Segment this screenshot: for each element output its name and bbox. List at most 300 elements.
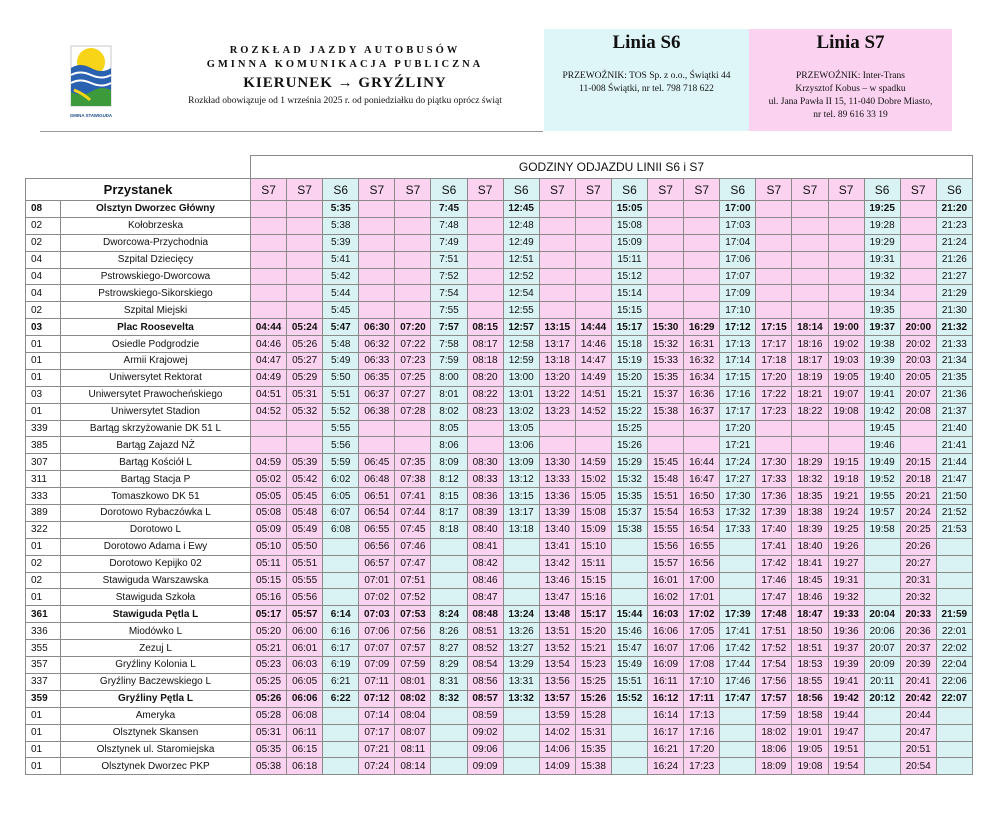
departure-time: 19:33 (828, 606, 864, 623)
departure-time: 20:07 (900, 386, 936, 403)
departure-time: 05:48 (287, 505, 323, 522)
departure-time: 17:39 (720, 606, 756, 623)
departure-time: 6:21 (323, 673, 359, 690)
departure-time: 17:47 (720, 690, 756, 707)
departure-time: 16:14 (648, 707, 684, 724)
stop-code: 02 (26, 234, 61, 251)
line-column-header: S7 (756, 179, 792, 201)
stop-code: 307 (26, 454, 61, 471)
departure-time (467, 437, 503, 454)
departure-time (684, 234, 720, 251)
departure-time: 5:39 (323, 234, 359, 251)
departure-time: 20:39 (900, 657, 936, 674)
departure-time (503, 758, 539, 775)
departure-time: 07:38 (395, 471, 431, 488)
stop-name: Tomaszkowo DK 51 (61, 488, 251, 505)
departure-time: 20:42 (900, 690, 936, 707)
departure-time: 15:35 (611, 488, 647, 505)
departure-time: 17:23 (756, 403, 792, 420)
table-row (26, 606, 973, 623)
departure-time: 5:42 (323, 268, 359, 285)
departure-time: 19:27 (828, 555, 864, 572)
departure-time: 7:54 (431, 285, 467, 302)
departure-time: 15:18 (611, 336, 647, 353)
departure-time (684, 285, 720, 302)
departure-time: 19:41 (864, 386, 900, 403)
stop-name: Stawiguda Szkoła (61, 589, 251, 606)
departure-time: 5:48 (323, 336, 359, 353)
departure-time: 8:24 (431, 606, 467, 623)
departure-time: 17:27 (720, 471, 756, 488)
departure-time (395, 268, 431, 285)
departure-time (395, 437, 431, 454)
departures-header: GODZINY ODJAZDU LINII S6 i S7 (251, 156, 973, 179)
departure-time: 05:45 (287, 488, 323, 505)
departure-time: 14:06 (539, 741, 575, 758)
departure-time (323, 758, 359, 775)
departure-time: 14:47 (575, 353, 611, 370)
departure-time: 17:09 (720, 285, 756, 302)
stop-name: Gryźliny Pętla L (61, 690, 251, 707)
departure-time: 15:08 (611, 217, 647, 234)
departure-time: 05:05 (251, 488, 287, 505)
departure-time: 06:15 (287, 741, 323, 758)
departure-time: 19:25 (828, 521, 864, 538)
departure-time (864, 589, 900, 606)
table-row (26, 386, 973, 403)
departure-time: 06:38 (359, 403, 395, 420)
departure-time: 08:48 (467, 606, 503, 623)
departure-time: 16:29 (684, 319, 720, 336)
table-row (26, 353, 973, 370)
departure-time: 05:39 (287, 454, 323, 471)
departure-time: 08:39 (467, 505, 503, 522)
departure-time: 22:02 (936, 640, 972, 657)
departure-time: 07:22 (395, 336, 431, 353)
departure-time: 05:20 (251, 623, 287, 640)
departure-time: 14:59 (575, 454, 611, 471)
header-title-line2: GMINNA KOMUNIKACJA PUBLICZNA (206, 59, 484, 70)
departure-time: 06:18 (287, 758, 323, 775)
departure-time: 04:47 (251, 353, 287, 370)
departure-time (503, 724, 539, 741)
departure-time: 06:56 (359, 538, 395, 555)
departure-time: 19:18 (828, 471, 864, 488)
departure-time (611, 572, 647, 589)
departure-time (756, 234, 792, 251)
departure-time: 17:54 (756, 657, 792, 674)
departure-time: 08:57 (467, 690, 503, 707)
departure-time (287, 251, 323, 268)
departure-time: 22:07 (936, 690, 972, 707)
departure-time: 16:12 (648, 690, 684, 707)
departure-time: 05:42 (287, 471, 323, 488)
departure-time: 20:04 (864, 606, 900, 623)
departure-time: 04:44 (251, 319, 287, 336)
departure-time (611, 741, 647, 758)
departure-time: 19:08 (828, 403, 864, 420)
departure-time: 19:41 (828, 673, 864, 690)
departure-time: 09:02 (467, 724, 503, 741)
departure-time: 8:32 (431, 690, 467, 707)
departure-time: 16:54 (684, 521, 720, 538)
departure-time: 06:03 (287, 657, 323, 674)
table-row (26, 369, 973, 386)
departure-time: 08:15 (467, 319, 503, 336)
stop-name: Bartąg Stacja P (61, 471, 251, 488)
departure-time: 6:22 (323, 690, 359, 707)
departure-time: 19:37 (864, 319, 900, 336)
departure-time (323, 555, 359, 572)
departure-time: 5:55 (323, 420, 359, 437)
departure-time: 18:22 (792, 403, 828, 420)
departure-time: 18:32 (792, 471, 828, 488)
departure-time: 8:01 (431, 386, 467, 403)
departure-time: 06:37 (359, 386, 395, 403)
departure-time: 19:31 (864, 251, 900, 268)
departure-time: 04:49 (251, 369, 287, 386)
departure-time: 18:51 (792, 640, 828, 657)
stop-code: 02 (26, 217, 61, 234)
departure-time (359, 251, 395, 268)
departure-time: 6:05 (323, 488, 359, 505)
departure-time (467, 251, 503, 268)
departure-time (864, 724, 900, 741)
departure-time: 13:05 (503, 420, 539, 437)
departure-time: 15:28 (575, 707, 611, 724)
departure-time: 21:41 (936, 437, 972, 454)
departure-time (684, 201, 720, 218)
departure-time: 08:46 (467, 572, 503, 589)
departure-time: 21:44 (936, 454, 972, 471)
departure-time: 18:06 (756, 741, 792, 758)
departure-time (720, 724, 756, 741)
departure-time (828, 285, 864, 302)
departure-time (684, 420, 720, 437)
departure-time (720, 555, 756, 572)
departure-time: 16:06 (648, 623, 684, 640)
departure-time: 07:23 (395, 353, 431, 370)
table-row (26, 505, 973, 522)
line-s7-title: Linia S7 (816, 32, 885, 53)
departure-time: 8:06 (431, 437, 467, 454)
departure-time: 16:53 (684, 505, 720, 522)
departure-time: 04:52 (251, 403, 287, 420)
departure-time: 21:36 (936, 386, 972, 403)
departure-time: 5:35 (323, 201, 359, 218)
departure-time (864, 572, 900, 589)
departure-time: 17:03 (720, 217, 756, 234)
departure-time (431, 555, 467, 572)
departure-time: 8:02 (431, 403, 467, 420)
stop-name: Uniwersytet Prawocheńskiego (61, 386, 251, 403)
departure-time: 06:35 (359, 369, 395, 386)
departure-time: 06:08 (287, 707, 323, 724)
departure-time: 15:37 (648, 386, 684, 403)
departure-time: 8:27 (431, 640, 467, 657)
departure-time: 17:17 (720, 403, 756, 420)
departure-time (900, 251, 936, 268)
table-row (26, 758, 973, 775)
stop-code: 01 (26, 403, 61, 420)
departure-time: 8:31 (431, 673, 467, 690)
departure-time: 08:17 (467, 336, 503, 353)
departure-time: 19:46 (864, 437, 900, 454)
departure-time: 15:16 (575, 589, 611, 606)
line-column-header: S7 (251, 179, 287, 201)
departure-time (539, 437, 575, 454)
departure-time: 18:45 (792, 572, 828, 589)
departure-time (251, 437, 287, 454)
line-column-header: S6 (503, 179, 539, 201)
departure-time: 07:14 (359, 707, 395, 724)
stop-name: Armii Krajowej (61, 353, 251, 370)
departure-time: 17:41 (756, 538, 792, 555)
departure-time: 16:55 (684, 538, 720, 555)
departure-time: 07:52 (395, 589, 431, 606)
departure-time (611, 538, 647, 555)
stop-code: 01 (26, 589, 61, 606)
departure-time (611, 555, 647, 572)
departure-time (720, 741, 756, 758)
departure-time: 17:06 (684, 640, 720, 657)
departure-time: 15:23 (575, 657, 611, 674)
logo-text: GMINA STAWIGUDA (69, 113, 113, 118)
departure-time: 5:51 (323, 386, 359, 403)
departure-time: 17:24 (720, 454, 756, 471)
departure-time: 7:58 (431, 336, 467, 353)
departure-time (648, 285, 684, 302)
departure-time: 7:52 (431, 268, 467, 285)
departure-time: 20:02 (900, 336, 936, 353)
departure-time: 13:12 (503, 471, 539, 488)
departure-time: 19:42 (864, 403, 900, 420)
departure-time: 08:56 (467, 673, 503, 690)
stop-name: Ameryka (61, 707, 251, 724)
departure-time (900, 302, 936, 319)
table-row (26, 268, 973, 285)
departure-time: 19:24 (828, 505, 864, 522)
departure-time: 16:31 (684, 336, 720, 353)
line-column-header: S7 (287, 179, 323, 201)
stop-code: 322 (26, 521, 61, 538)
departure-time (287, 285, 323, 302)
header-title-line1: ROZKŁAD JAZDY AUTOBUSÓW (229, 45, 461, 56)
departure-time: 13:40 (539, 521, 575, 538)
departure-time: 18:17 (792, 353, 828, 370)
departure-time: 21:59 (936, 606, 972, 623)
line-column-header: S7 (539, 179, 575, 201)
departure-time: 15:31 (575, 724, 611, 741)
departure-time: 13:00 (503, 369, 539, 386)
departure-time: 15:33 (648, 353, 684, 370)
stop-code: 333 (26, 488, 61, 505)
departure-time: 21:34 (936, 353, 972, 370)
departure-time (539, 234, 575, 251)
departure-time (503, 589, 539, 606)
departure-time (900, 217, 936, 234)
stop-code: 389 (26, 505, 61, 522)
departure-time (900, 268, 936, 285)
departure-time: 21:40 (936, 420, 972, 437)
table-row (26, 234, 973, 251)
departure-time: 15:11 (575, 555, 611, 572)
line-column-header: S7 (648, 179, 684, 201)
departure-time (720, 538, 756, 555)
departure-time: 15:44 (611, 606, 647, 623)
departure-time: 7:51 (431, 251, 467, 268)
departure-time: 21:20 (936, 201, 972, 218)
stop-code: 03 (26, 319, 61, 336)
departure-time: 13:39 (539, 505, 575, 522)
departure-time: 16:02 (648, 589, 684, 606)
departure-time: 13:57 (539, 690, 575, 707)
stop-name: Kołobrzeska (61, 217, 251, 234)
departure-time: 13:09 (503, 454, 539, 471)
stop-name: Plac Roosevelta (61, 319, 251, 336)
departure-time (828, 420, 864, 437)
departure-time (828, 201, 864, 218)
departure-time: 15:09 (611, 234, 647, 251)
line-column-header: S7 (395, 179, 431, 201)
departure-time: 21:47 (936, 471, 972, 488)
departure-time: 6:16 (323, 623, 359, 640)
departure-time: 15:51 (611, 673, 647, 690)
carrier-line: ul. Jana Pawła II 15, 11-040 Dobre Miasto, (768, 97, 933, 107)
departure-time: 08:01 (395, 673, 431, 690)
departure-time: 17:16 (720, 386, 756, 403)
departure-time: 20:18 (900, 471, 936, 488)
departure-time: 16:50 (684, 488, 720, 505)
departure-time: 17:41 (720, 623, 756, 640)
departure-time: 05:31 (287, 386, 323, 403)
departure-time: 20:07 (864, 640, 900, 657)
header-divider (40, 131, 543, 132)
departure-time: 19:26 (828, 538, 864, 555)
departure-time: 07:44 (395, 505, 431, 522)
stop-name: Gryźliny Kolonia L (61, 657, 251, 674)
departure-time: 17:20 (756, 369, 792, 386)
departure-time (575, 251, 611, 268)
table-row (26, 285, 973, 302)
departure-time: 14:51 (575, 386, 611, 403)
departure-time (684, 251, 720, 268)
departure-time: 17:10 (684, 673, 720, 690)
departure-time: 14:02 (539, 724, 575, 741)
departure-time: 12:51 (503, 251, 539, 268)
departure-time: 08:51 (467, 623, 503, 640)
departure-time: 19:44 (828, 707, 864, 724)
departure-time: 15:30 (648, 319, 684, 336)
line-column-header: S6 (936, 179, 972, 201)
stop-code: 01 (26, 336, 61, 353)
departure-time: 16:17 (648, 724, 684, 741)
departure-time: 08:42 (467, 555, 503, 572)
departure-time (864, 555, 900, 572)
departure-time (503, 555, 539, 572)
departure-time: 08:52 (467, 640, 503, 657)
departure-time: 17:30 (720, 488, 756, 505)
table-row (26, 454, 973, 471)
departure-time: 20:54 (900, 758, 936, 775)
departure-time: 08:18 (467, 353, 503, 370)
departure-time: 07:28 (395, 403, 431, 420)
departure-time: 05:50 (287, 538, 323, 555)
departure-time: 15:21 (611, 386, 647, 403)
departure-time: 05:25 (251, 673, 287, 690)
departure-time: 19:47 (828, 724, 864, 741)
departure-time: 8:15 (431, 488, 467, 505)
departure-time: 17:42 (720, 640, 756, 657)
departure-time: 16:09 (648, 657, 684, 674)
stop-code: 02 (26, 302, 61, 319)
departure-time (359, 437, 395, 454)
departure-time: 17:39 (756, 505, 792, 522)
departure-time: 21:30 (936, 302, 972, 319)
departure-time: 05:56 (287, 589, 323, 606)
departure-time: 08:36 (467, 488, 503, 505)
departure-time: 07:25 (395, 369, 431, 386)
departure-time: 05:17 (251, 606, 287, 623)
departure-time (431, 572, 467, 589)
departure-time (720, 572, 756, 589)
departure-time (251, 268, 287, 285)
departure-time: 19:35 (864, 302, 900, 319)
departure-time: 19:49 (864, 454, 900, 471)
departure-time: 18:09 (756, 758, 792, 775)
departure-time: 6:17 (323, 640, 359, 657)
departure-time: 17:07 (720, 268, 756, 285)
departure-time: 08:11 (395, 741, 431, 758)
departure-time (395, 420, 431, 437)
departure-time: 13:33 (539, 471, 575, 488)
departure-time: 19:55 (864, 488, 900, 505)
departure-time: 15:14 (611, 285, 647, 302)
departure-time (648, 302, 684, 319)
departure-time: 19:38 (864, 336, 900, 353)
departure-time: 18:53 (792, 657, 828, 674)
stop-name: Stawiguda Pętla L (61, 606, 251, 623)
departure-time: 14:44 (575, 319, 611, 336)
departure-time: 21:35 (936, 369, 972, 386)
table-row (26, 538, 973, 555)
departure-time (467, 234, 503, 251)
departure-time: 15:02 (575, 471, 611, 488)
departure-time (648, 201, 684, 218)
stop-code: 03 (26, 386, 61, 403)
departure-time: 18:29 (792, 454, 828, 471)
departure-time: 19:57 (864, 505, 900, 522)
departure-time: 6:02 (323, 471, 359, 488)
departure-time: 15:35 (575, 741, 611, 758)
stop-name: Bartąg Zajazd NŻ (61, 437, 251, 454)
departure-time: 20:09 (864, 657, 900, 674)
departure-time: 08:14 (395, 758, 431, 775)
departure-time: 5:50 (323, 369, 359, 386)
stop-name: Miodówko L (61, 623, 251, 640)
departure-time: 21:53 (936, 521, 972, 538)
departure-time: 20:24 (900, 505, 936, 522)
departure-time: 21:26 (936, 251, 972, 268)
departure-time: 07:45 (395, 521, 431, 538)
departure-time (900, 234, 936, 251)
departure-time: 19:40 (864, 369, 900, 386)
departure-time: 13:27 (503, 640, 539, 657)
departure-time: 18:50 (792, 623, 828, 640)
departure-time: 15:37 (611, 505, 647, 522)
departure-time (936, 589, 972, 606)
departure-time (575, 234, 611, 251)
